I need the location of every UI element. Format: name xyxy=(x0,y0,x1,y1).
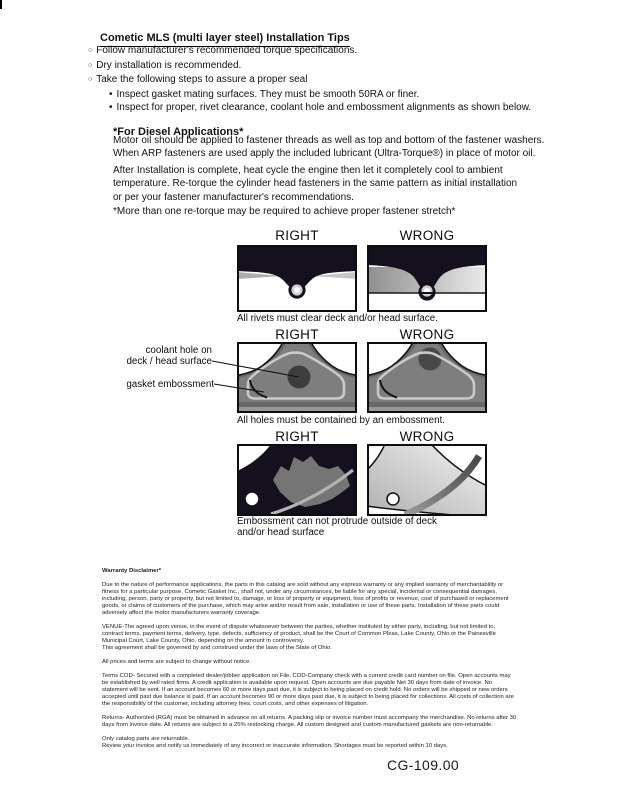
list-sub-item: • Inspect for proper, rivet clearance, coolant hole and embossment alignments as shown below. xyxy=(109,101,531,115)
right-label-2: RIGHT xyxy=(275,327,319,342)
page-title: Cometic MLS (multi layer steel) Installation Tips xyxy=(100,32,350,47)
coolant-hole-label xyxy=(96,345,212,367)
warranty-paragraph: Terms COD- Secured with a completed dealer/jobber application on File, COD-Company check with a current credit card number on file. Open accounts may be established by well rated firms. A credit application is available upon request. Open accounts are due payable Net 30 days from date of invoice. No statement will be sent. If an account becomes 60 or more days past due, it is subject to being placed on credit hold. No orders will be shipped or new orders accepted until past due balance is paid. If an account becomes 90 or more days past due, it is subject to being placed for collections. All costs of collection are the responsibility of the customer, including attorney fees, court costs, and other expenses of litigation. xyxy=(102,673,514,707)
warranty-paragraph: Due to the nature of performance applications, the parts in this catalog are sold without any express warranty or any implied warranty of merchantability or fitness for a particular purpose. Cometic Gasket Inc., shall not, under any circumstances, be liable for any special, incidental or consequential damages, including, person, party or property, but not limited to, damage, or loss of property or equipment, loss of profits or revenue, cost of purchased or replacement goods, or claims of customers of the purchase, which may arise and/or result from sale, installation or use of these parts. Installation of these parts could adversely affect the motor manufacturers warranty coverage. xyxy=(102,582,509,616)
text-line: temperature. Re-torque the cylinder head fasteners in the same pattern as initial installation xyxy=(113,178,518,190)
list-sub-item: • Inspect gasket mating surfaces. They must be smooth 50RA or finer. xyxy=(109,88,531,102)
bolt-hole-icon xyxy=(246,493,258,505)
warranty-paragraph: Returns- Authorized (RGA) must be obtained in advance on all returns. A packing slip or invoice number must accompany the merchandise. No returns after 30 days from invoice date. All returns are subject to a 25% restocking charge. All custom designed and custom manufactured gaskets are non-returnable. xyxy=(102,715,517,728)
list-item: ○ Dry installation is recommended. xyxy=(88,59,531,74)
warranty-disclaimer xyxy=(102,568,517,757)
text-line: coolant hole on xyxy=(145,345,212,356)
diagram-rivet-wrong xyxy=(367,245,487,312)
coolant-hole-icon xyxy=(419,348,442,371)
diesel-paragraph-2 xyxy=(113,164,517,204)
text-line: When ARP fasteners are used apply the included lubricant (Ultra-Torque®) in place of motor oil. xyxy=(113,148,536,160)
warranty-paragraph: All prices and terms are subject to change without notice. xyxy=(102,659,251,665)
warranty-paragraph: This agreement shall be governed by and construed under the laws of the State of Ohio. xyxy=(102,645,332,651)
diagram-rivet-right xyxy=(237,245,357,312)
page-code: CG-109.00 xyxy=(387,757,460,773)
diagram-coolant-wrong xyxy=(367,342,487,413)
diagram-embossment-wrong xyxy=(367,444,487,516)
diesel-note: *More than one re-torque may be required to achieve proper fastener stretch* xyxy=(113,206,456,217)
caption-holes: All holes must be contained by an embossment. xyxy=(237,415,446,426)
diesel-heading: *For Diesel Applications* xyxy=(113,126,244,139)
right-label-3: RIGHT xyxy=(275,429,319,444)
text-line: Motor oil should be applied to fastener threads as well as top and bottom of the fastener washers. xyxy=(113,135,545,146)
wrong-label-1: WRONG xyxy=(399,228,455,243)
diagram-embossment-right xyxy=(237,444,357,516)
text-line: After Installation is complete, heat cycle the engine then let it completely cool to ambient xyxy=(113,165,503,176)
list-item: ○ Follow manufacturer's recommended torque specifications. xyxy=(88,44,531,59)
wrong-label-3: WRONG xyxy=(399,429,455,444)
caption-rivets: All rivets must clear deck and/or head surface. xyxy=(237,313,438,324)
warranty-paragraph: Review your invoice and notify us immediately of any incorrect or inaccurate information. Shortages must be reported within 10 days. xyxy=(102,743,448,749)
text-line: Embossment can not protrude outside of deck xyxy=(237,516,437,527)
list-item: ○ Take the following steps to assure a proper seal xyxy=(88,73,531,88)
scan-edge-mark xyxy=(0,0,2,9)
diesel-paragraph-1 xyxy=(113,134,544,161)
text-line: and/or head surface xyxy=(237,526,325,538)
install-tips-list xyxy=(88,44,531,115)
right-label-1: RIGHT xyxy=(275,228,319,243)
warranty-paragraph: Only catalog parts are returnable. xyxy=(102,736,190,742)
gasket-embossment-label: gasket embossment xyxy=(126,379,214,390)
text-line: or per your fastener manufacturer's recommendations. xyxy=(113,191,354,203)
leader-lines xyxy=(206,354,308,400)
wrong-label-2: WRONG xyxy=(399,327,455,342)
warranty-paragraph: VENUE-The agreed upon venue, in the event of dispute whatsoever between the parties, whether instituted by either party, including, but not limited to, contract terms, payment terms, delivery, type, defects, sufficiency of product, shall be the Court of Common Pleas, Lake County, Ohio or the Painesville Municipal Court, Lake County, Ohio, depending on the amount in controversy. xyxy=(102,624,496,644)
bolt-hole-icon xyxy=(387,493,399,505)
warranty-heading: Warranty Disclaimer* xyxy=(102,568,162,574)
caption-embossment xyxy=(237,517,437,538)
text-line: deck / head surface xyxy=(126,356,212,368)
